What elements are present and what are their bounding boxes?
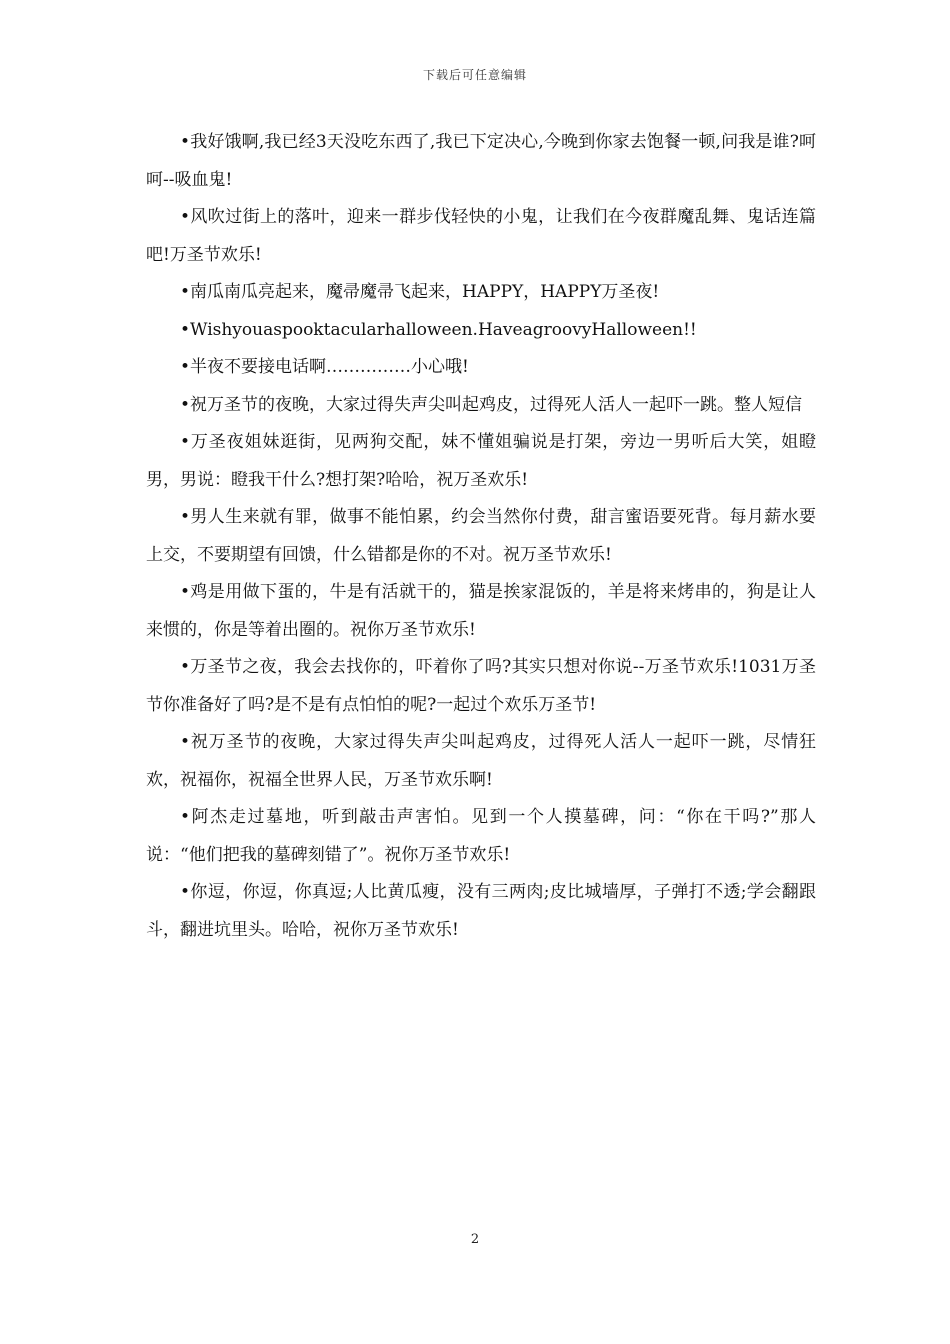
paragraph: •祝万圣节的夜晚，大家过得失声尖叫起鸡皮，过得死人活人一起吓一跳。整人短信: [180, 394, 803, 415]
paragraph: •你逗，你逗，你真逗;人比黄瓜瘦，没有三两肉;皮比城墙厚，子弹打不透;学会翻跟斗，翻进坑里头。哈哈，祝你万圣节欢乐!: [146, 882, 816, 940]
paragraph: •Wishyouaspooktacularhalloween.HaveagroovyHalloween!!: [180, 319, 697, 340]
paragraph: •万圣节之夜，我会去找你的，吓着你了吗?其实只想对你说--万圣节欢乐!1031万圣节你准备好了吗?是不是有点怕怕的呢?一起过个欢乐万圣节!: [146, 657, 816, 715]
paragraph: •男人生来就有罪，做事不能怕累，约会当然你付费，甜言蜜语要死背。每月薪水要上交，不要期望有回馈，什么错都是你的不对。祝万圣节欢乐!: [146, 507, 816, 565]
paragraph: •风吹过街上的落叶，迎来一群步伐轻快的小鬼，让我们在今夜群魔乱舞、鬼话连篇吧!万圣节欢乐!: [146, 207, 816, 265]
paragraph: •南瓜南瓜亮起来，魔帚魔帚飞起来，HAPPY，HAPPY万圣夜!: [180, 282, 660, 302]
document-body: [146, 124, 816, 949]
paragraph: •阿杰走过墓地，听到敲击声害怕。见到一个人摸墓碑，问：“你在干吗?”那人说：“他们把我的墓碑刻错了”。祝你万圣节欢乐!: [146, 807, 816, 865]
paragraph: •半夜不要接电话啊……………小心哦!: [180, 357, 469, 377]
paragraph: •祝万圣节的夜晚，大家过得失声尖叫起鸡皮，过得死人活人一起吓一跳，尽情狂欢，祝福你，祝福全世界人民，万圣节欢乐啊!: [146, 732, 816, 790]
page-number: 2: [470, 1232, 480, 1247]
page-header: 下载后可任意编辑: [422, 68, 527, 82]
paragraph: •鸡是用做下蛋的，牛是有活就干的，猫是挨家混饭的，羊是将来烤串的，狗是让人来惯的，你是等着出圈的。祝你万圣节欢乐!: [146, 582, 816, 640]
paragraph: •万圣夜姐妹逛街，见两狗交配，妹不懂姐骗说是打架，旁边一男听后大笑，姐瞪男，男说：瞪我干什么?想打架?哈哈，祝万圣欢乐!: [146, 432, 816, 490]
paragraph: •我好饿啊,我已经3天没吃东西了,我已下定决心,今晚到你家去饱餐一顿,问我是谁?呵呵--吸血鬼!: [146, 132, 816, 190]
